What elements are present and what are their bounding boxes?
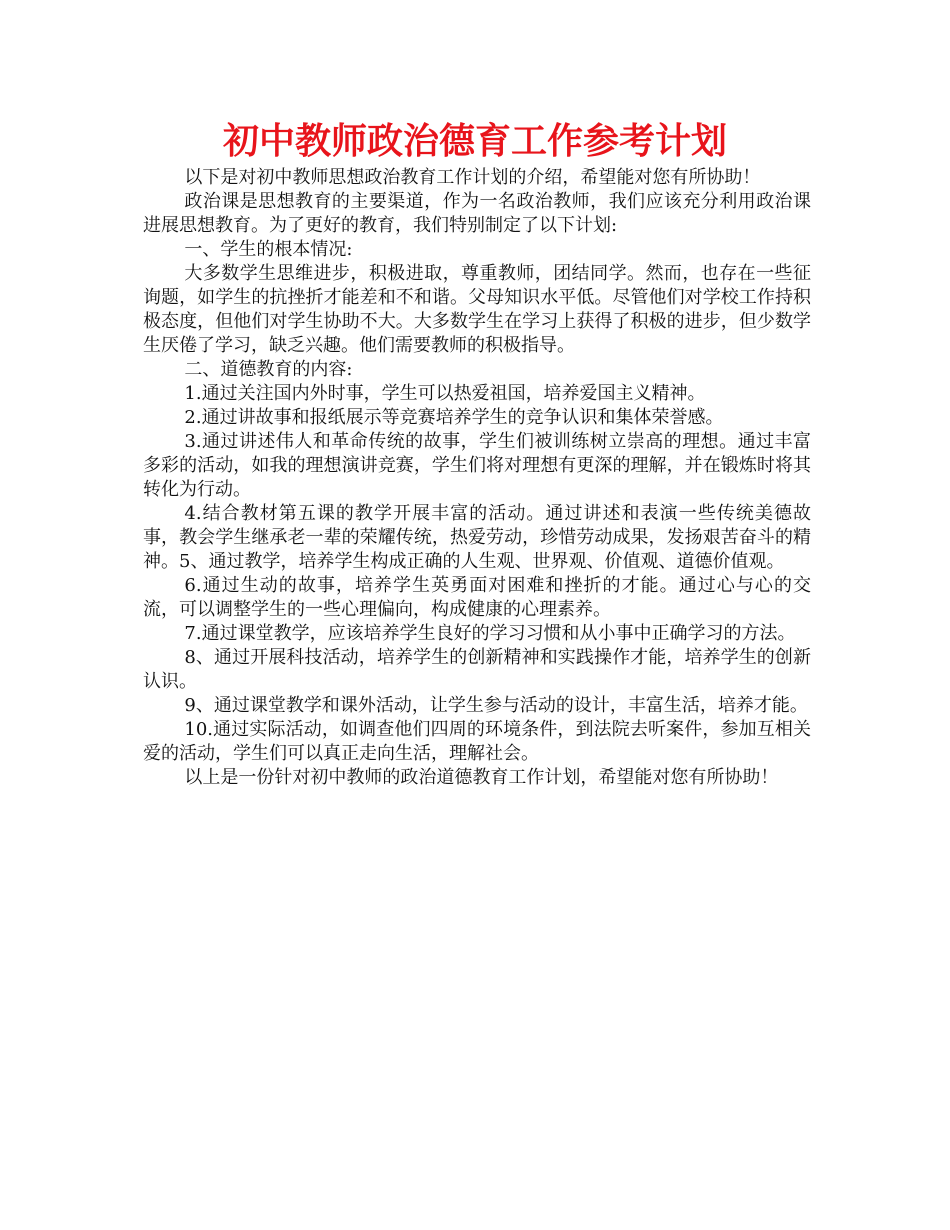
list-item-7: 7.通过课堂教学，应该培养学生良好的学习习惯和从小事中正确学习的方法。 (184, 623, 796, 644)
intro-paragraph: 以下是对初中教师思想政治教育工作计划的介绍，希望能对您有所协助！ (184, 167, 761, 188)
student-situation-paragraph: 大多数学生思维进步，积极进取，尊重教师，团结同学。然而，也存在一些征询题，如学生的抗挫折才能差和不和谐。父母知识水平低。尽管他们对学校工作持积极态度，但他们对学生协助不大。大多数学生在学习上获得了积极的进步，但少数学生厌倦了学习，缺乏兴趣。他们需要教师的积极指导。 (143, 263, 811, 356)
list-item-2: 2.通过讲故事和报纸展示等竞赛培养学生的竞争认识和集体荣誉感。 (184, 407, 724, 428)
document-body (143, 166, 811, 790)
section-heading-student-situation: 一、学生的根本情况: (184, 239, 353, 260)
list-item-4-5: 4.结合教材第五课的教学开展丰富的活动。通过讲述和表演一些传统美德故事，教会学生继承老一辈的荣耀传统，热爱劳动，珍惜劳动成果，发扬艰苦奋斗的精神。5、通过教学，培养学生构成正确的人生观、世界观、价值观、道德价值观。 (143, 503, 811, 572)
list-item-6: 6.通过生动的故事，培养学生英勇面对困难和挫折的才能。通过心与心的交流，可以调整学生的一些心理偏向，构成健康的心理素养。 (143, 575, 811, 620)
list-item-10: 10.通过实际活动，如调查他们四周的环境条件，到法院去听案件，参加互相关爱的活动，学生们可以真正走向生活，理解社会。 (143, 719, 811, 764)
list-item-1: 1.通过关注国内外时事，学生可以热爱祖国，培养爱国主义精神。 (184, 383, 706, 404)
document-title: 初中教师政治德育工作参考计划 (222, 121, 727, 162)
section-heading-moral-content: 二、道德教育的内容: (184, 359, 353, 380)
list-item-9: 9、通过课堂教学和课外活动，让学生参与活动的设计，丰富生活，培养才能。 (184, 695, 808, 716)
closing-paragraph: 以上是一份针对初中教师的政治道德教育工作计划，希望能对您有所协助！ (184, 767, 779, 788)
list-item-3: 3.通过讲述伟人和革命传统的故事，学生们被训练树立崇高的理想。通过丰富多彩的活动，如我的理想演讲竞赛，学生们将对理想有更深的理解，并在锻炼时将其转化为行动。 (143, 431, 811, 500)
list-item-8: 8、通过开展科技活动，培养学生的创新精神和实践操作才能，培养学生的创新认识。 (143, 647, 811, 692)
purpose-paragraph: 政治课是思想教育的主要渠道，作为一名政治教师，我们应该充分利用政治课进展思想教育。为了更好的教育，我们特别制定了以下计划: (143, 191, 811, 236)
